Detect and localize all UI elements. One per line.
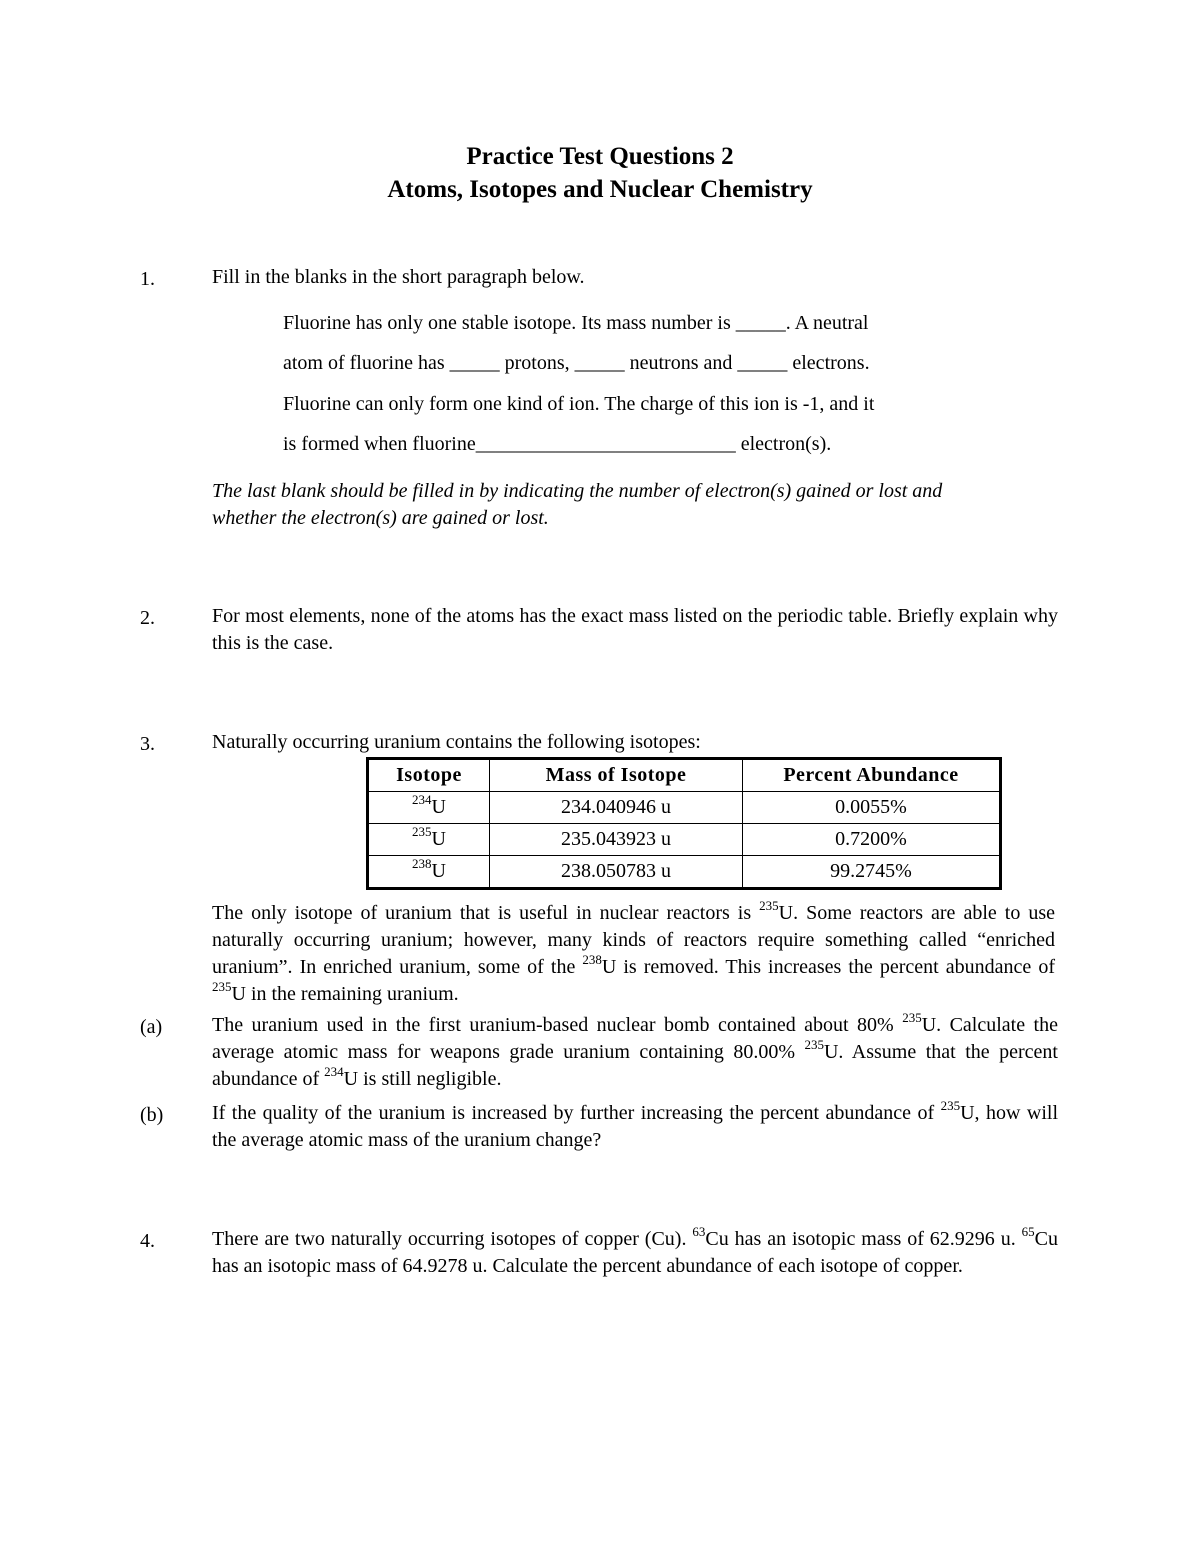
page-title: Practice Test Questions 2 [466, 143, 734, 170]
isotope-table [366, 757, 1002, 890]
element-symbol: U [431, 828, 446, 850]
mass-number: 234 [412, 792, 432, 807]
q1-instruction-note-line-2: whether the electron(s) are gained or lost. [212, 507, 549, 529]
question-2-number: 2. [140, 607, 155, 629]
question-1-intro: Fill in the blanks in the short paragraph below. [212, 266, 585, 288]
element-symbol: U [431, 860, 446, 882]
column-header-isotope: Isotope [368, 759, 490, 792]
column-header-mass: Mass of Isotope [490, 759, 743, 792]
q3-explanation-paragraph: The only isotope of uranium that is useful in nuclear reactors is $^{235}$U. Some reactors are able to use naturally occurring uranium; however, many kinds of reactors require something called “enriched uranium”. In enriched uranium, some of the $^{238}$U is removed. This increases the percent abundance of $^{235}$U in the remaining uranium. [212, 898, 1055, 1005]
table-row [368, 856, 1001, 889]
abundance-cell: 0.0055% [743, 792, 1001, 824]
question-3-number: 3. [140, 733, 155, 755]
question-4-text: There are two naturally occurring isotopes of copper (Cu). $^{63}$Cu has an isotopic mass of 62.9296 u. $^{65}$Cu has an isotopic mass of 64.9278 u. Calculate the percent abundance of each isotope of copper. [212, 1224, 1058, 1277]
table-row [368, 824, 1001, 856]
page-subtitle: Atoms, Isotopes and Nuclear Chemistry [387, 176, 813, 203]
question-2-text: For most elements, none of the atoms has the exact mass listed on the periodic table. Briefly explain why this is the case. [212, 605, 1058, 654]
column-header-abundance: Percent Abundance [743, 759, 1001, 792]
question-1-number: 1. [140, 268, 155, 290]
mass-number: 238 [412, 856, 432, 871]
part-a-label: (a) [140, 1016, 163, 1038]
mass-cell: 234.040946 u [490, 792, 743, 824]
q1-paragraph-line-1: Fluorine has only one stable isotope. Its mass number is _____. A neutral [283, 312, 869, 334]
isotope-cell [368, 824, 490, 856]
part-a-text: The uranium used in the first uranium-based nuclear bomb contained about 80% $^{235}$U. Calculate the average atomic mass for weapons grade uranium containing 80.00% $^{235}$U. Assume that the percent abundance of $^{234}$U is still negligible. [212, 1010, 1058, 1090]
mass-cell: 238.050783 u [490, 856, 743, 889]
q1-paragraph-line-3: Fluorine can only form one kind of ion. The charge of this ion is -1, and it [283, 393, 875, 415]
abundance-cell: 99.2745% [743, 856, 1001, 889]
question-4-number: 4. [140, 1230, 155, 1252]
q1-paragraph-line-2: atom of fluorine has _____ protons, _____ neutrons and _____ electrons. [283, 352, 870, 374]
abundance-cell: 0.7200% [743, 824, 1001, 856]
table-row [368, 792, 1001, 824]
mass-cell: 235.043923 u [490, 824, 743, 856]
isotope-cell [368, 792, 490, 824]
part-b-text: If the quality of the uranium is increased by further increasing the percent abundance of $^{235}$U, how will the average atomic mass of the uranium change? [212, 1098, 1058, 1151]
q1-instruction-note-line-1: The last blank should be filled in by indicating the number of electron(s) gained or lost and [212, 480, 943, 502]
part-b-label: (b) [140, 1104, 164, 1126]
mass-number: 235 [412, 824, 432, 839]
question-3-intro: Naturally occurring uranium contains the following isotopes: [212, 731, 701, 753]
q1-paragraph-line-4: is formed when fluorine__________________________ electron(s). [283, 433, 832, 455]
table-header-row [368, 759, 1001, 792]
element-symbol: U [431, 796, 446, 818]
isotope-cell [368, 856, 490, 889]
